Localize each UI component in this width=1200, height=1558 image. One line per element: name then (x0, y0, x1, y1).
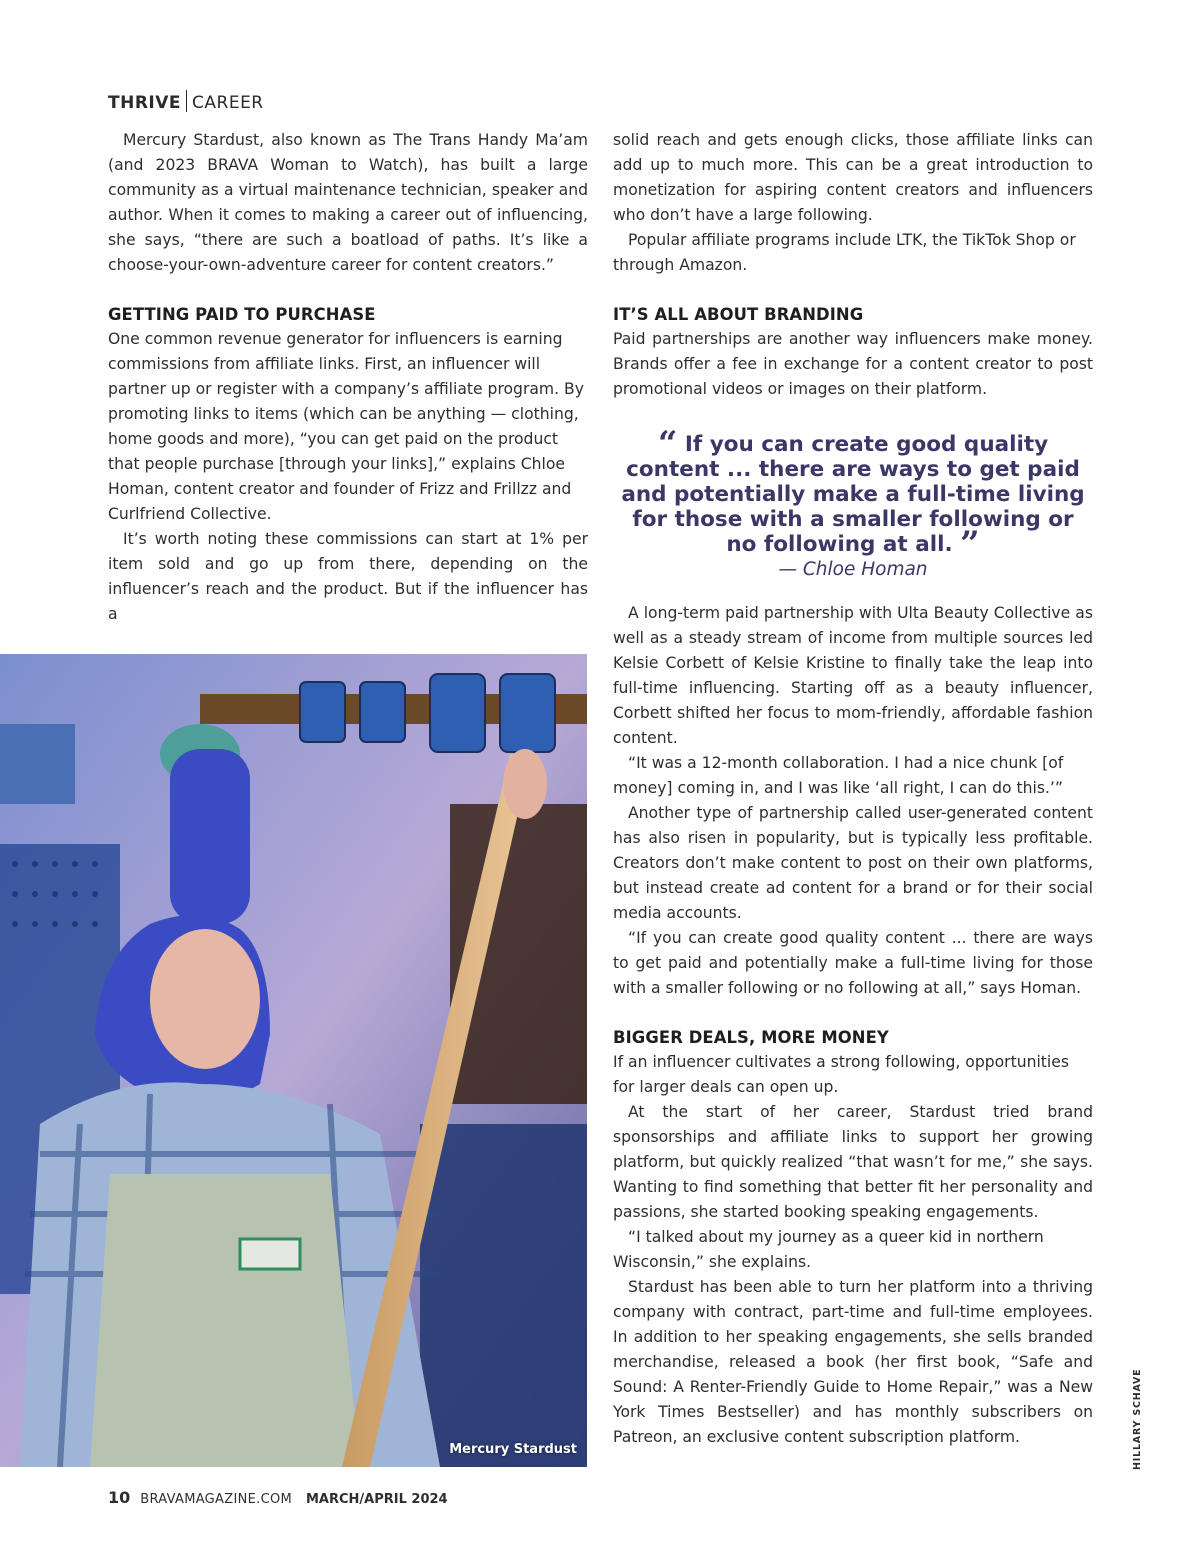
close-quote-mark: ” (960, 524, 980, 564)
heading-getting-paid: GETTING PAID TO PURCHASE (108, 305, 376, 324)
section-tag (108, 90, 264, 114)
footer-issue: MARCH/APRIL 2024 (306, 1492, 448, 1507)
body-paragraph: “I talked about my journey as a queer kid in northern Wisconsin,” she explains. (613, 1228, 1044, 1271)
body-paragraph: Another type of partnership called user-generated content has also risen in popularity, but is typically less profitable. Creators don’t make content to post on their own platforms, but instead create ad content for a brand or for their social media accounts. (613, 804, 1093, 922)
pull-quote-attribution: — Chloe Homan (778, 559, 928, 580)
photo-credit: HILLARY SCHAVE (1132, 1368, 1143, 1470)
page-footer (108, 1488, 448, 1510)
body-paragraph: solid reach and gets enough clicks, those affiliate links can add up to much more. This can be a great introduction to monetization for aspiring content creators and influencers who don’t have a large following. (613, 131, 1093, 224)
body-paragraph: “If you can create good quality content ... there are ways to get paid and potentially make a full-time living for those with a smaller following or no following at all,” says Homan. (613, 929, 1093, 997)
body-paragraph: “It was a 12-month collaboration. I had a nice chunk [of money] coming in, and I was like ‘all right, I can do this.’” (613, 754, 1064, 797)
open-quote-mark: “ (657, 424, 678, 464)
body-paragraph: If an influencer cultivates a strong following, opportunities for larger deals can open up. (613, 1053, 1069, 1096)
portrait-photo (0, 654, 587, 1467)
subsection-name: CAREER (192, 93, 264, 113)
body-paragraph: Paid partnerships are another way influencers make money. Brands offer a fee in exchange for a content creator to post promotional videos or images on their platform. (613, 330, 1093, 398)
body-paragraph: Popular affiliate programs include LTK, the TikTok Shop or through Amazon. (613, 231, 1076, 274)
body-paragraph: It’s worth noting these commissions can start at 1% per item sold and go up from there, depending on the influencer’s reach and the product. But if the influencer has a (108, 530, 588, 623)
footer-site: BRAVAMAGAZINE.COM (140, 1492, 292, 1507)
section-name: THRIVE (108, 93, 182, 113)
body-paragraph: Stardust has been able to turn her platform into a thriving company with contract, part-time and full-time employees. In addition to her speaking engagements, she sells branded merchandise, released a book (her first book, “Safe and Sound: A Renter-Friendly Guide to Home Repair,” was a New York Times Bestseller) and has monthly subscribers on Patreon, an exclusive content subscription platform. (613, 1278, 1093, 1446)
intro-paragraph: Mercury Stardust, also known as The Trans Handy Ma’am (and 2023 BRAVA Woman to Watch), has built a large community as a virtual maintenance technician, speaker and author. When it comes to making a career out of influencing, she says, “there are such a boatload of paths. It’s like a choose-your-own-adventure career for content creators.” (108, 131, 588, 274)
left-column (108, 128, 588, 627)
photo-caption: Mercury Stardust (449, 1442, 577, 1457)
right-column (613, 128, 1093, 1450)
body-paragraph: At the start of her career, Stardust tried brand sponsorships and affiliate links to support her growing platform, but quickly realized “that wasn’t for me,” she says. Wanting to find something that better fit her personality and passions, she started booking speaking engagements. (613, 1103, 1093, 1221)
body-paragraph: One common revenue generator for influencers is earning commissions from affiliate links. First, an influencer will partner up or register with a company’s affiliate program. By promoting links to items (which can be anything — clothing, home goods and more), “you can get paid on the product that people purchase [through your links],” explains Chloe Homan, content creator and founder of Frizz and Frillzz and Curlfriend Collective. (108, 330, 584, 523)
heading-branding: IT’S ALL ABOUT BRANDING (613, 305, 864, 324)
portrait-image (0, 654, 587, 1467)
pull-quote-text: If you can create good quality content ... there are ways to get paid and potentially make a full-time living for those with a smaller following or no following at all. (621, 432, 1085, 557)
body-paragraph: A long-term paid partnership with Ulta Beauty Collective as well as a steady stream of income from multiple sources led Kelsie Corbett of Kelsie Kristine to finally take the leap into full-time influencing. Starting off as a beauty influencer, Corbett shifted her focus to mom-friendly, affordable fashion content. (613, 604, 1093, 747)
heading-bigger-deals: BIGGER DEALS, MORE MONEY (613, 1028, 889, 1047)
section-divider (186, 90, 187, 112)
pull-quote (621, 424, 1085, 583)
page-number: 10 (108, 1488, 131, 1507)
